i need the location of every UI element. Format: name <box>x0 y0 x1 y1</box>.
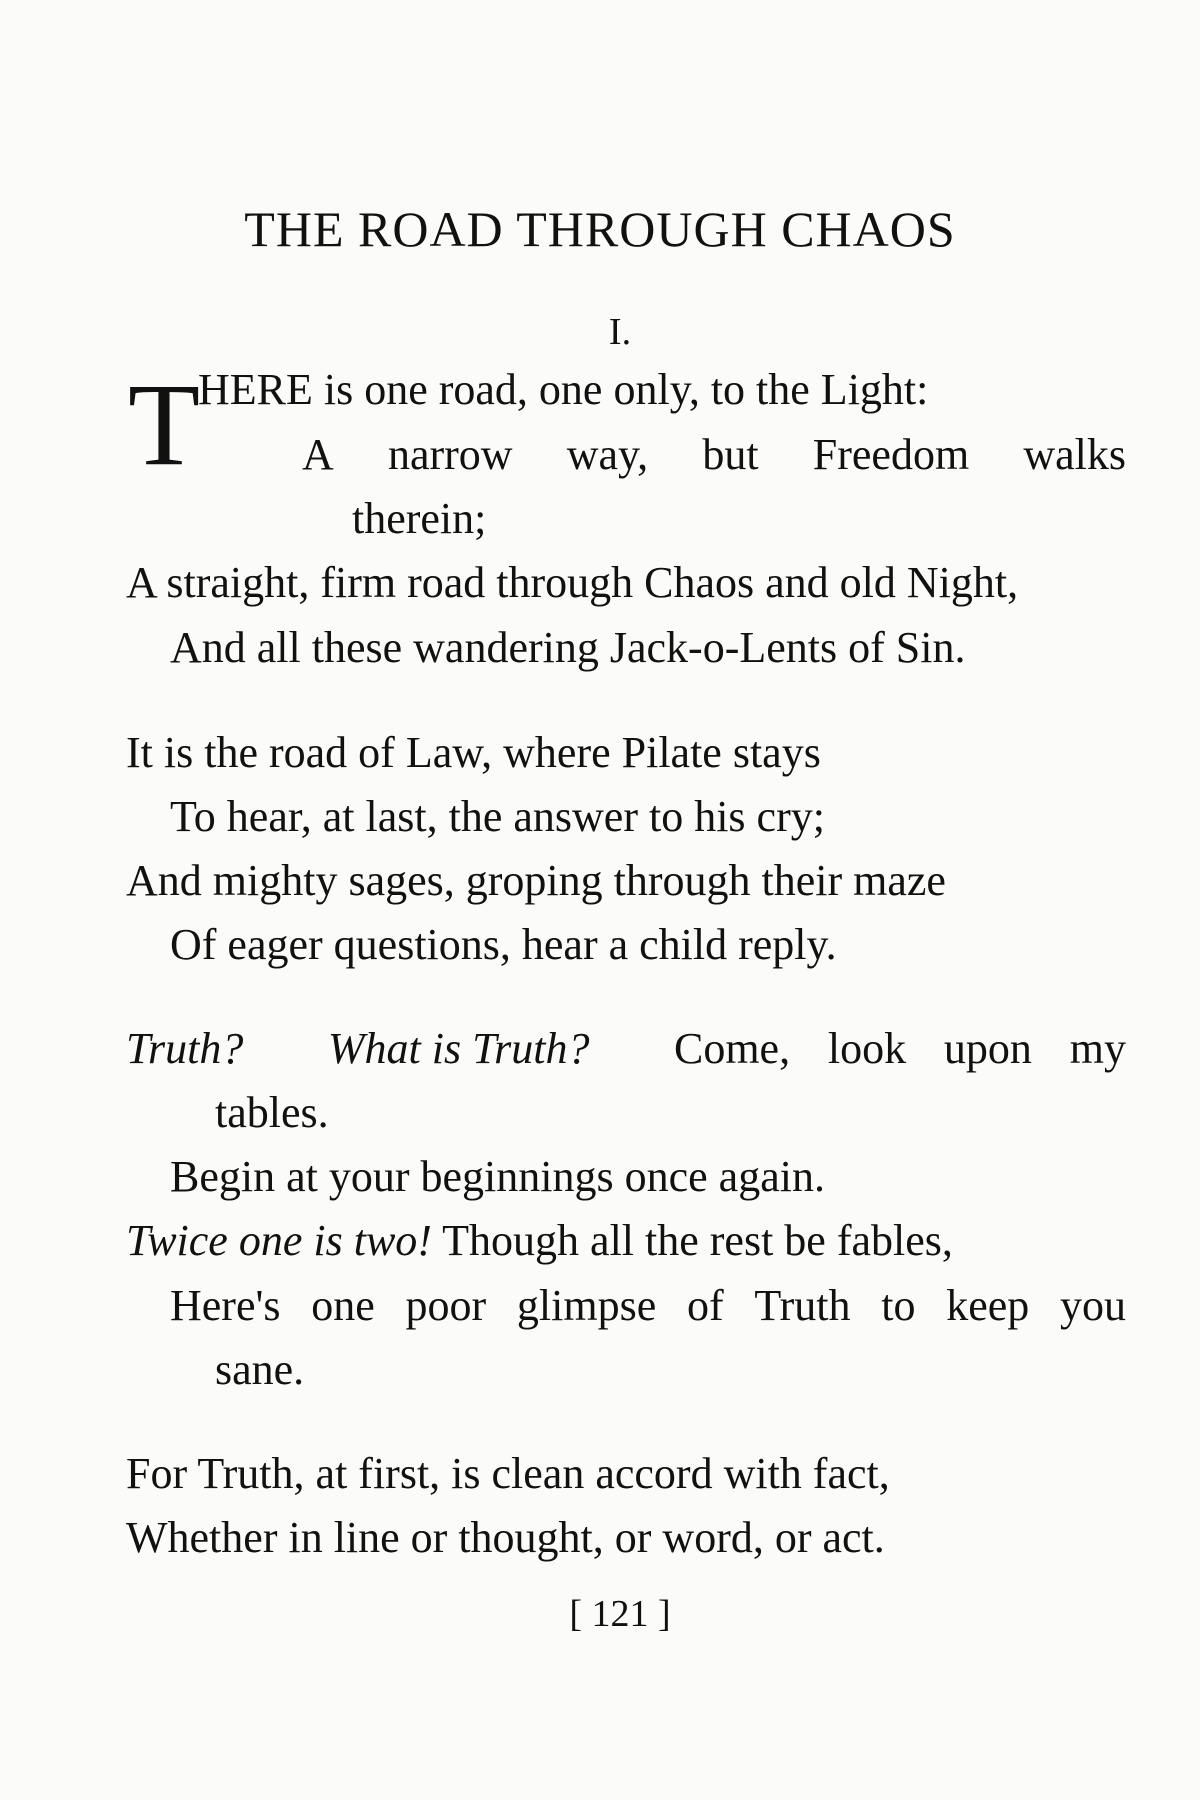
italic-phrase-what-is-truth: What is Truth? <box>327 1024 590 1073</box>
word: glimpse <box>516 1281 657 1330</box>
stanza4-line1: For Truth, at first, is clean accord with fact, <box>126 1449 890 1498</box>
stanza1-line4: And all these wandering Jack-o-Lents of Sin. <box>170 623 966 672</box>
word: walks <box>1023 430 1126 479</box>
word: keep <box>946 1281 1030 1330</box>
stanza2-line1: It is the road of Law, where Pilate stays <box>126 728 821 777</box>
word: one <box>311 1281 375 1330</box>
word: Come, <box>673 1024 791 1073</box>
stanza1-line2 <box>302 430 1126 479</box>
word: but <box>702 430 759 479</box>
stanza2-line2: To hear, at last, the answer to his cry; <box>170 792 825 841</box>
stanza3-line4-continued: sane. <box>215 1345 305 1394</box>
word: you <box>1059 1281 1126 1330</box>
word: narrow <box>387 430 513 479</box>
word: A <box>302 430 334 479</box>
stanza3-line4 <box>170 1281 1126 1330</box>
page-number: [ 121 ] <box>569 1593 671 1635</box>
word: Here's <box>170 1281 281 1330</box>
poem-title: THE ROAD THROUGH CHAOS <box>244 201 956 257</box>
stanza1-line3: A straight, firm road through Chaos and old Night, <box>126 558 1019 607</box>
stanza1-line2-continued: therein; <box>352 494 487 543</box>
stanza3-line1 <box>126 1024 1126 1073</box>
word: to <box>881 1281 916 1330</box>
stanza3-line3 <box>126 1216 953 1265</box>
stanza2-line4: Of eager questions, hear a child reply. <box>170 920 837 969</box>
stanza3-line2: Begin at your beginnings once again. <box>170 1152 825 1201</box>
word: my <box>1069 1024 1126 1073</box>
stanza4-line2: Whether in line or thought, or word, or act. <box>126 1513 885 1562</box>
drop-cap: T <box>128 359 201 490</box>
word: Truth <box>754 1281 851 1330</box>
word: upon <box>943 1024 1032 1073</box>
italic-phrase-truth: Truth? <box>126 1024 244 1073</box>
stanza3-line1-rest <box>673 1024 1126 1073</box>
stanza3-line3-rest: Though all the rest be fables, <box>442 1216 953 1265</box>
stanza2-line3: And mighty sages, groping through their maze <box>126 856 946 905</box>
word: way, <box>566 430 649 479</box>
stanza1-line1: HERE is one road, one only, to the Light: <box>198 365 929 414</box>
word: Freedom <box>812 430 970 479</box>
word: of <box>686 1281 724 1330</box>
stanza3-line1-continued: tables. <box>215 1088 329 1137</box>
word: poor <box>405 1281 487 1330</box>
italic-phrase-twice-one: Twice one is two! <box>126 1216 432 1265</box>
word: look <box>827 1024 907 1073</box>
section-number: I. <box>608 311 632 353</box>
